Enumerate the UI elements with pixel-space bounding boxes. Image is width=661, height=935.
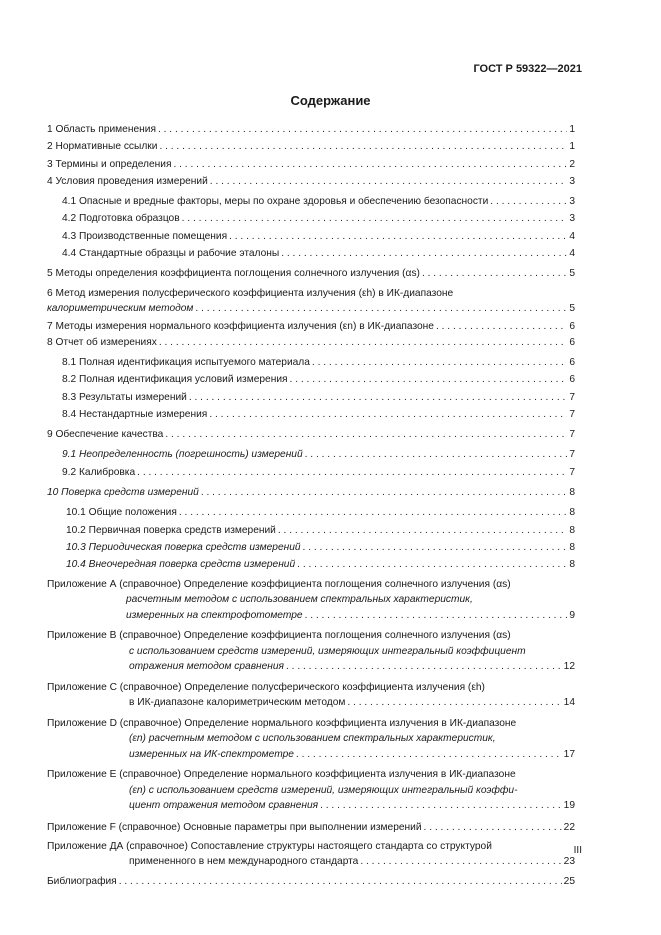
toc-entry-text: Приложение С (справочное) Определение полусферического коэффициента излучения (εh) [47,681,485,693]
toc-entry-text: 8.4 Нестандартные измерения [62,408,208,420]
toc-entry-text: измеренных на ИК-спектрометре [129,748,294,760]
toc-entry-page: 17 [563,748,575,760]
toc-entry-page: 3 [569,213,575,225]
toc-entry-text: 7 Методы измерения нормального коэффициента излучения (εn) в ИК-диапазоне [47,320,434,332]
toc-entry-text: 1 Область применения [47,124,156,135]
toc-entry-text: 4 Условия проведения измерений [47,175,208,187]
toc-entry-text: Библиография [47,875,117,887]
toc-entry-page: 8 [569,487,575,499]
toc-title: Содержание [290,93,371,108]
toc-entry[interactable] [47,320,575,334]
toc-entry-text: 4.4 Стандартные образцы и рабочие эталоны [62,248,280,260]
toc-entry-text: 6 Метод измерения полусферического коэффициента излучения (εh) в ИК-диапазоне [47,287,454,299]
toc-entry-text: Приложение F (справочное) Основные параметры при выполнении измерений [47,821,422,833]
toc-entry-page: 4 [569,230,575,242]
toc-entry-page: 7 [569,466,575,478]
toc-entry-text: 9.2 Калибровка [62,466,136,478]
page-number: III [573,845,582,856]
toc-entry-page: 1 [569,141,575,153]
toc-subentry[interactable] [47,389,575,406]
toc-entry-page: 12 [563,661,575,673]
toc-subentry[interactable] [47,556,575,573]
toc-entry[interactable] [47,156,575,173]
toc-entry-page: 3 [569,196,575,208]
toc-entry-page: 6 [569,374,575,386]
toc-appendix-d[interactable] [47,716,575,763]
toc-entry-text: циент отражения методом сравнения [129,800,319,812]
toc-entry-page: 3 [569,175,575,187]
toc-entry-page: 23 [563,856,575,868]
table-of-contents [47,121,575,890]
toc-entry-text: 8 Отчет об измерениях [47,336,157,348]
toc-entry-text: примененного в нем международного стандарта [129,856,359,868]
toc-entry-text: 2 Нормативные ссылки [47,141,158,153]
toc-entry-text: Приложение D (справочное) Определение нормального коэффициента излучения в ИК-диапазоне [47,717,517,729]
toc-subentry[interactable] [47,193,575,210]
toc-entry-page: 1 [569,124,575,135]
toc-entry-page: 6 [569,336,575,348]
toc-entry-text: расчетным методом с использованием спектральных характеристик, [126,594,473,606]
toc-entry-page: 7 [569,391,575,403]
toc-entry-text: 10 Поверка средств измерений [47,487,199,499]
toc-entry-text: 4.3 Производственные помещения [62,230,228,242]
toc-subentry[interactable] [47,539,575,556]
toc-entry-text: 8.1 Полная идентификация испытуемого материала [62,356,310,368]
toc-entry-page: 7 [569,449,575,461]
toc-appendix-c[interactable] [47,680,575,711]
toc-entry-page: 14 [563,697,575,709]
toc-entry-text: 4.1 Опасные и вредные факторы, меры по охране здоровья и обеспечению безопасности [62,196,489,208]
toc-subentry[interactable] [47,406,575,423]
toc-entry-page: 8 [569,541,575,553]
toc-entry-text: (εn) с использованием средств измерений, измеряющих интегральный коэффи- [129,784,518,796]
toc-entry-text: Приложение В (справочное) Определение коэффициента поглощения солнечного излучения (αs) [47,630,511,642]
toc-entry-text: Приложение А (справочное) Определение коэффициента поглощения солнечного излучения (αs) [47,578,511,590]
toc-subentry[interactable] [47,245,575,262]
toc-entry-page: 4 [569,248,575,260]
toc-appendix-da[interactable] [47,839,575,870]
toc-entry[interactable] [47,426,575,443]
toc-entry-text: 9 Обеспечение качества [47,429,164,441]
toc-subentry[interactable] [47,228,575,245]
toc-entry[interactable] [47,265,575,282]
toc-entry-page: 22 [563,821,575,833]
toc-entry-text: 10.4 Внеочередная поверка средств измерений [66,559,296,571]
toc-subentry[interactable] [47,354,575,371]
toc-entry-page: 19 [563,800,575,812]
toc-entry-text: 10.2 Первичная поверка средств измерений [66,524,276,536]
standard-code: ГОСТ Р 59322—2021 [473,63,582,75]
toc-subentry[interactable] [47,210,575,227]
toc-entry-page: 7 [569,408,575,420]
toc-entry[interactable] [47,138,575,155]
toc-entry-page: 6 [569,356,575,368]
toc-appendix-e[interactable] [47,767,575,814]
toc-entry-page: 2 [569,158,575,170]
toc-entry-text: 8.3 Результаты измерений [62,391,187,403]
toc-entry-page: 5 [569,268,575,280]
toc-entry-text: отражения методом сравнения [129,661,285,673]
toc-entry-text: калориметрическим методом [47,303,194,315]
toc-entry-text: 10.3 Периодическая поверка средств измерений [66,541,301,553]
toc-entry-text: 4.2 Подготовка образцов [62,213,180,225]
toc-appendix-f[interactable] [47,819,575,836]
toc-entry-text: Приложение Е (справочное) Определение нормального коэффициента излучения в ИК-диапазоне [47,769,516,781]
toc-entry-page: 8 [569,559,575,571]
toc-entry-text: 10.1 Общие положения [66,507,177,519]
toc-entry-page: 6 [569,320,575,332]
toc-entry-text: 3 Термины и определения [47,158,172,170]
toc-entry-page: 8 [569,524,575,536]
toc-appendix-a[interactable] [47,577,575,624]
toc-entry-text: 8.2 Полная идентификация условий измерения [62,374,288,386]
toc-entry-text: с использованием средств измерений, измеряющих интегральный коэффициент [129,645,526,657]
toc-subentry[interactable] [47,371,575,388]
toc-entry-text: 9.1 Неопределенность (погрешность) измерений [62,449,303,461]
toc-entry[interactable] [47,484,575,501]
toc-entry[interactable] [47,286,575,317]
toc-entry-text: 5 Методы определения коэффициента поглощения солнечного излучения (αs) [47,268,420,280]
toc-entry[interactable] [47,173,575,190]
toc-subentry[interactable] [47,522,575,539]
toc-entry-text: измеренных на спектрофотометре [126,609,303,621]
toc-entry-text: (εn) расчетным методом с использованием спектральных характеристик, [129,733,496,745]
toc-subentry[interactable] [47,446,575,463]
toc-subentry[interactable] [47,464,575,481]
toc-appendix-b[interactable] [47,628,575,675]
toc-entry-page: 8 [569,507,575,519]
toc-entry-page: 7 [569,429,575,441]
toc-entry[interactable] [47,121,575,138]
toc-entry-text: Приложение ДА (справочное) Сопоставление структуры настоящего стандарта со структурой [47,840,492,852]
toc-entry-page: 25 [563,875,575,887]
toc-bibliography[interactable] [47,873,575,890]
toc-subentry[interactable] [47,504,575,521]
toc-entry-text: в ИК-диапазоне калориметрическим методом [129,697,346,709]
toc-entry-page: 5 [569,303,575,315]
toc-entry-page: 9 [569,609,575,621]
toc-entry[interactable] [47,334,575,351]
